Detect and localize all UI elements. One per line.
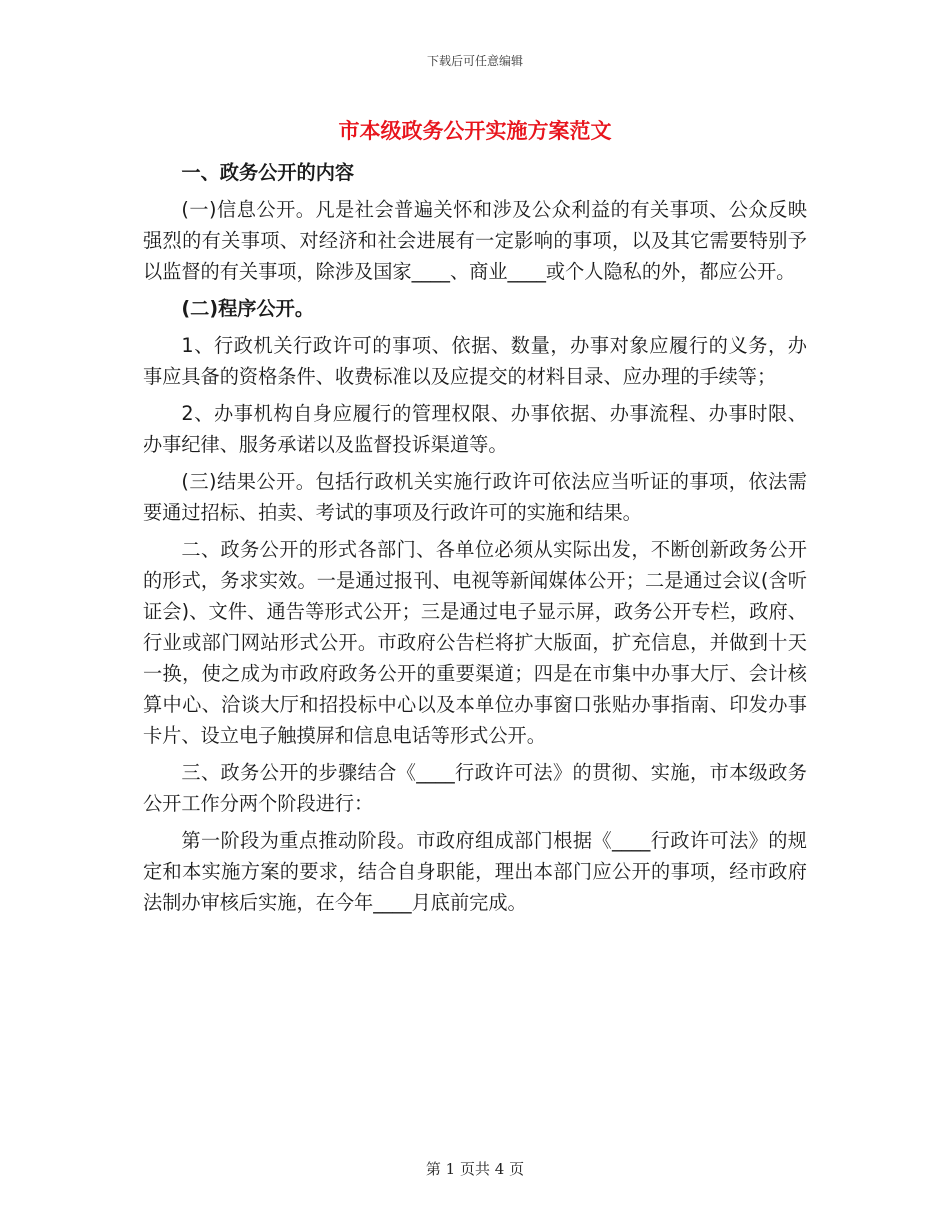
paragraph-information-disclosure: (一)信息公开。凡是社会普遍关怀和涉及公众利益的有关事项、公众反映强烈的有关事项、对经济和社会进展有一定影响的事项，以及其它需要特别予以监督的有关事项，除涉及国家____、商业____或个人隐私的外，都应公开。 [143, 198, 807, 283]
paragraph-disclosure-forms: 二、政务公开的形式各部门、各单位必须从实际出发，不断创新政务公开的形式，务求实效。一是通过报刊、电视等新闻媒体公开；二是通过会议(含听证会)、文件、通告等形式公开；三是通过电子显示屏，政务公开专栏，政府、行业或部门网站形式公开。市政府公告栏将扩大版面，扩充信息，并做到十天一换，使之成为市政府政务公开的重要渠道；四是在市集中办事大厅、会计核算中心、洽谈大厅和招投标中心以及本单位办事窗口张贴办事指南、印发办事卡片、设立电子触摸屏和信息电话等形式公开。 [143, 538, 807, 747]
paragraph-procedure-item-1: 1、行政机关行政许可的事项、依据、数量，办事对象应履行的义务，办事应具备的资格条件、收费标准以及应提交的材料目录、应办理的手续等； [143, 334, 807, 388]
page-header: 下载后可任意编辑 [426, 54, 523, 68]
page-number-footer: 第 1 页共 4 页 [425, 1160, 525, 1178]
paragraph-procedure-item-2: 2、办事机构自身应履行的管理权限、办事依据、办事流程、办事时限、办事纪律、服务承诺以及监督投诉渠道等。 [143, 402, 807, 456]
subsection-heading-procedure: (二)程序公开。 [181, 297, 315, 320]
document-body [143, 157, 807, 918]
section-heading-content: 一、政务公开的内容 [181, 161, 355, 184]
paragraph-result-disclosure: (三)结果公开。包括行政机关实施行政许可依法应当听证的事项，依法需要通过招标、拍卖、考试的事项及行政许可的实施和结果。 [143, 470, 807, 524]
paragraph-disclosure-steps: 三、政务公开的步骤结合《____行政许可法》的贯彻、实施，市本级政务公开工作分两个阶段进行： [143, 761, 807, 815]
paragraph-phase-one: 第一阶段为重点推动阶段。市政府组成部门根据《____行政许可法》的规定和本实施方案的要求，结合自身职能，理出本部门应公开的事项，经市政府法制办审核后实施，在今年____月底前完成。 [143, 829, 807, 914]
document-title: 市本级政务公开实施方案范文 [338, 119, 612, 143]
